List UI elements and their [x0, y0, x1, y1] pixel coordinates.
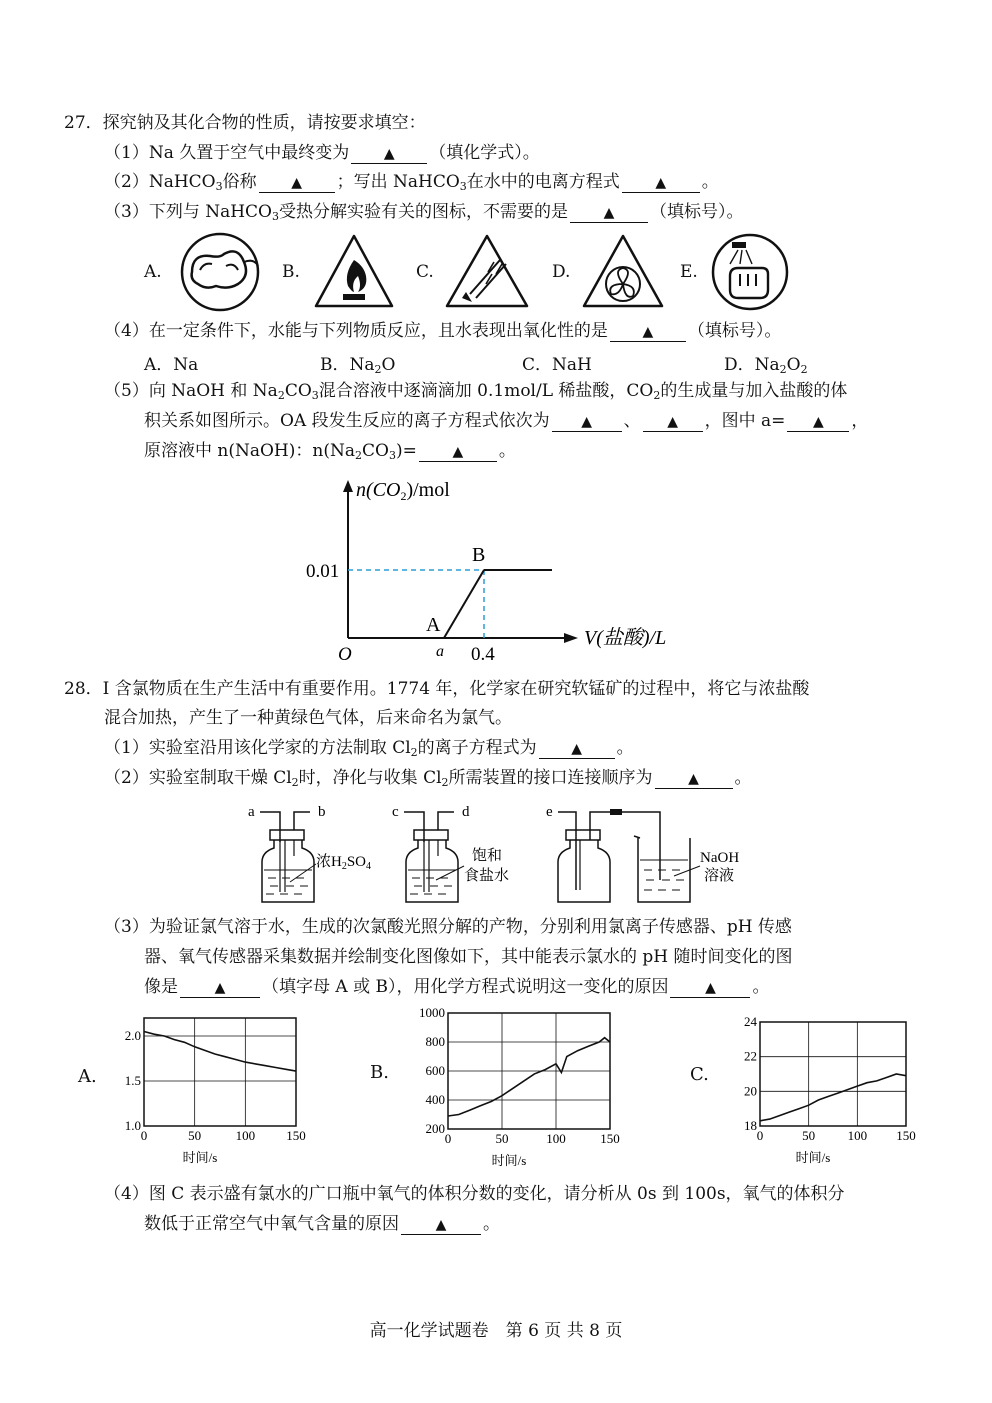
- bottle-brine: [392, 804, 509, 902]
- hand-wash-icon: [713, 235, 787, 309]
- answer-blank[interactable]: ▲: [552, 413, 622, 432]
- q27-stem: 27．探究钠及其化合物的性质，请按要求填空：: [64, 113, 426, 133]
- answer-blank[interactable]: ▲: [401, 1216, 481, 1235]
- answer-blank[interactable]: ▲: [622, 174, 700, 193]
- option-c: C．NaH: [522, 355, 592, 375]
- q27-part2: （2）NaHCO$_3$俗称 ▲ ；写出 NaHCO$_3$在水中的电离方程式 ▲ 。: [104, 172, 719, 193]
- y-tick-label: 1.5: [124, 1073, 141, 1088]
- y-tick-label: 400: [425, 1092, 445, 1107]
- q28-part4-line1: （4）图 C 表示盛有氯水的广口瓶中氧气的体积分数的变化，请分析从 0s 到 100s，氧气的体积分: [104, 1184, 845, 1204]
- bottle1-label: 浓$H_2SO_4$: [316, 854, 372, 872]
- x-axis-label: V(盐酸)/L: [584, 627, 667, 649]
- plot-frame: [760, 1022, 906, 1126]
- y-tick-label: 1000: [419, 1005, 445, 1020]
- q27-part5-line1: （5）向 NaOH 和 $Na_2CO_3$混合溶液中逐滴滴加 0.1mol/L 稀盐酸，$CO_2$的生成量与加入盐酸的体: [104, 381, 848, 402]
- point-a-label: A: [426, 614, 441, 636]
- chart-c-label: C.: [690, 1064, 709, 1085]
- q28-stem-line2: 混合加热，产生了一种黄绿色气体，后来命名为氯气。: [104, 708, 512, 728]
- answer-blank[interactable]: ▲: [643, 413, 703, 432]
- x-tick-label: 50: [188, 1128, 202, 1143]
- option-a: A．Na: [144, 355, 199, 375]
- origin-label: O: [338, 644, 352, 665]
- x-tick-label: 0: [756, 1128, 764, 1143]
- y-tick-label: 22: [744, 1048, 757, 1064]
- svg-text:e: e: [546, 804, 553, 820]
- answer-blank[interactable]: ▲: [787, 413, 849, 432]
- x-tick-label: 100: [546, 1131, 566, 1146]
- x-axis-label: 时间/s: [182, 1150, 218, 1165]
- sensor-chart-c: [730, 1012, 930, 1172]
- y-tick-label: 0.01: [306, 561, 340, 582]
- q27-part5-line2: 积关系如图所示。OA 段发生反应的离子方程式依次为 ▲ 、 ▲ ，图中 a= ▲ ，: [144, 411, 869, 431]
- y-axis-label: $n(CO_2)$/mol: [356, 479, 450, 503]
- x-tick-label: 100: [235, 1128, 256, 1143]
- answer-blank[interactable]: ▲: [610, 323, 686, 342]
- y-tick-label: 1.0: [124, 1118, 141, 1133]
- svg-text:d: d: [462, 804, 470, 820]
- series-line: [448, 1038, 610, 1116]
- answer-blank[interactable]: ▲: [180, 979, 260, 998]
- y-tick-label: 20: [744, 1083, 757, 1099]
- series-line: [760, 1074, 906, 1121]
- q27-part4: （4）在一定条件下，水能与下列物质反应，且水表现出氧化性的是 ▲ （填标号）。: [104, 321, 782, 341]
- answer-blank[interactable]: ▲: [655, 770, 733, 789]
- answer-blank[interactable]: ▲: [570, 204, 648, 223]
- x-tick-label: 0.4: [471, 644, 495, 665]
- answer-blank[interactable]: ▲: [259, 174, 335, 193]
- page-footer: 高一化学试题卷 第 6 页 共 8 页: [369, 1321, 623, 1341]
- bottle2-label-line2: 食盐水: [464, 868, 510, 884]
- collection-bottle: [546, 804, 660, 902]
- q28-part1: （1）实验室沿用该化学家的方法制取 $Cl_2$的离子方程式为 ▲ 。: [104, 738, 634, 759]
- q28-part4-line2: 数低于正常空气中氧气含量的原因 ▲ 。: [144, 1214, 500, 1234]
- answer-blank[interactable]: ▲: [351, 145, 427, 164]
- x-tick-label: 50: [495, 1131, 509, 1146]
- bottle-conc-h2so4: [248, 804, 371, 902]
- x-tick-label: 0: [140, 1128, 148, 1143]
- svg-text:a: a: [248, 804, 255, 820]
- icon-label-e: E.: [680, 262, 698, 282]
- q28-part3-line2: 器、氧气传感器采集数据并绘制变化图像如下，其中能表示氯水的 pH 随时间变化的图: [144, 947, 793, 967]
- q28-part3-line1: （3）为验证氯气溶于水，生成的次氯酸光照分解的产物，分别利用氯离子传感器、pH 传感: [104, 917, 792, 937]
- y-tick-label: 18: [744, 1118, 757, 1133]
- fan-icon: [584, 236, 662, 306]
- y-tick-label: 600: [425, 1063, 445, 1078]
- option-d: D．$Na_2O_2$: [724, 355, 808, 376]
- flame-icon: [316, 236, 392, 306]
- plot-frame: [144, 1018, 296, 1126]
- q27-part1: （1）Na 久置于空气中最终变为 ▲ （填化学式）。: [104, 143, 540, 163]
- icon-label-a: A.: [144, 262, 162, 282]
- y-tick-label: 24: [744, 1014, 757, 1029]
- q28-part3-line3: 像是 ▲ （填字母 A 或 B），用化学方程式说明这一变化的原因 ▲ 。: [144, 977, 770, 997]
- x-tick-label: 150: [600, 1131, 620, 1146]
- a-tick-label: a: [436, 643, 444, 660]
- chart-a-label: A.: [78, 1066, 97, 1087]
- x-tick-label: 50: [802, 1128, 816, 1143]
- naoh-beaker: [634, 836, 739, 902]
- answer-blank[interactable]: ▲: [670, 979, 750, 998]
- x-tick-label: 150: [896, 1128, 916, 1143]
- q28-part2: （2）实验室制取干燥 $Cl_2$时，净化与收集 $Cl_2$所需装置的接口连接顺序为 ▲ 。: [104, 768, 752, 789]
- answer-blank[interactable]: ▲: [419, 443, 497, 462]
- y-tick-label: 2.0: [124, 1028, 141, 1043]
- sensor-chart-b: [410, 1005, 620, 1175]
- co2-volume-graph: [300, 470, 700, 670]
- test-tube-icon: [447, 236, 527, 306]
- apparatus-diagram: [230, 800, 790, 910]
- icon-label-b: B.: [282, 262, 300, 282]
- series-line: [144, 1032, 296, 1072]
- icon-label-d: D.: [552, 262, 571, 282]
- q27-part3: （3）下列与 NaHCO$_3$受热分解实验有关的图标，不需要的是 ▲ （填标号）。: [104, 202, 744, 223]
- x-tick-label: 0: [444, 1131, 452, 1146]
- x-axis-label: 时间/s: [491, 1153, 527, 1168]
- x-axis-label: 时间/s: [795, 1150, 831, 1165]
- beaker-label-line2: 溶液: [704, 868, 735, 884]
- sensor-chart-a: [110, 1012, 310, 1172]
- answer-blank[interactable]: ▲: [539, 740, 615, 759]
- bottle2-label-line1: 饱和: [472, 848, 503, 864]
- y-tick-label: 200: [425, 1121, 445, 1136]
- beaker-label-line1: NaOH: [700, 850, 740, 866]
- icon-label-c: C.: [416, 262, 434, 282]
- y-tick-label: 800: [425, 1034, 445, 1049]
- goggles-icon: [182, 234, 258, 310]
- q27-part5-line3: 原溶液中 n(NaOH)：$n(Na_2CO_3)=$ ▲ 。: [144, 441, 516, 462]
- chart-b-label: B.: [370, 1062, 389, 1083]
- x-tick-label: 150: [286, 1128, 306, 1143]
- q28-stem-line1: 28．I 含氯物质在生产生活中有重要作用。1774 年，化学家在研究软锰矿的过程中，将它与浓盐酸: [64, 679, 810, 699]
- x-tick-label: 100: [847, 1128, 868, 1143]
- svg-text:b: b: [318, 804, 326, 820]
- point-b-label: B: [472, 544, 486, 566]
- svg-text:c: c: [392, 804, 399, 820]
- option-b: B．$Na_2O$: [320, 355, 396, 376]
- safety-icons: [0, 232, 992, 312]
